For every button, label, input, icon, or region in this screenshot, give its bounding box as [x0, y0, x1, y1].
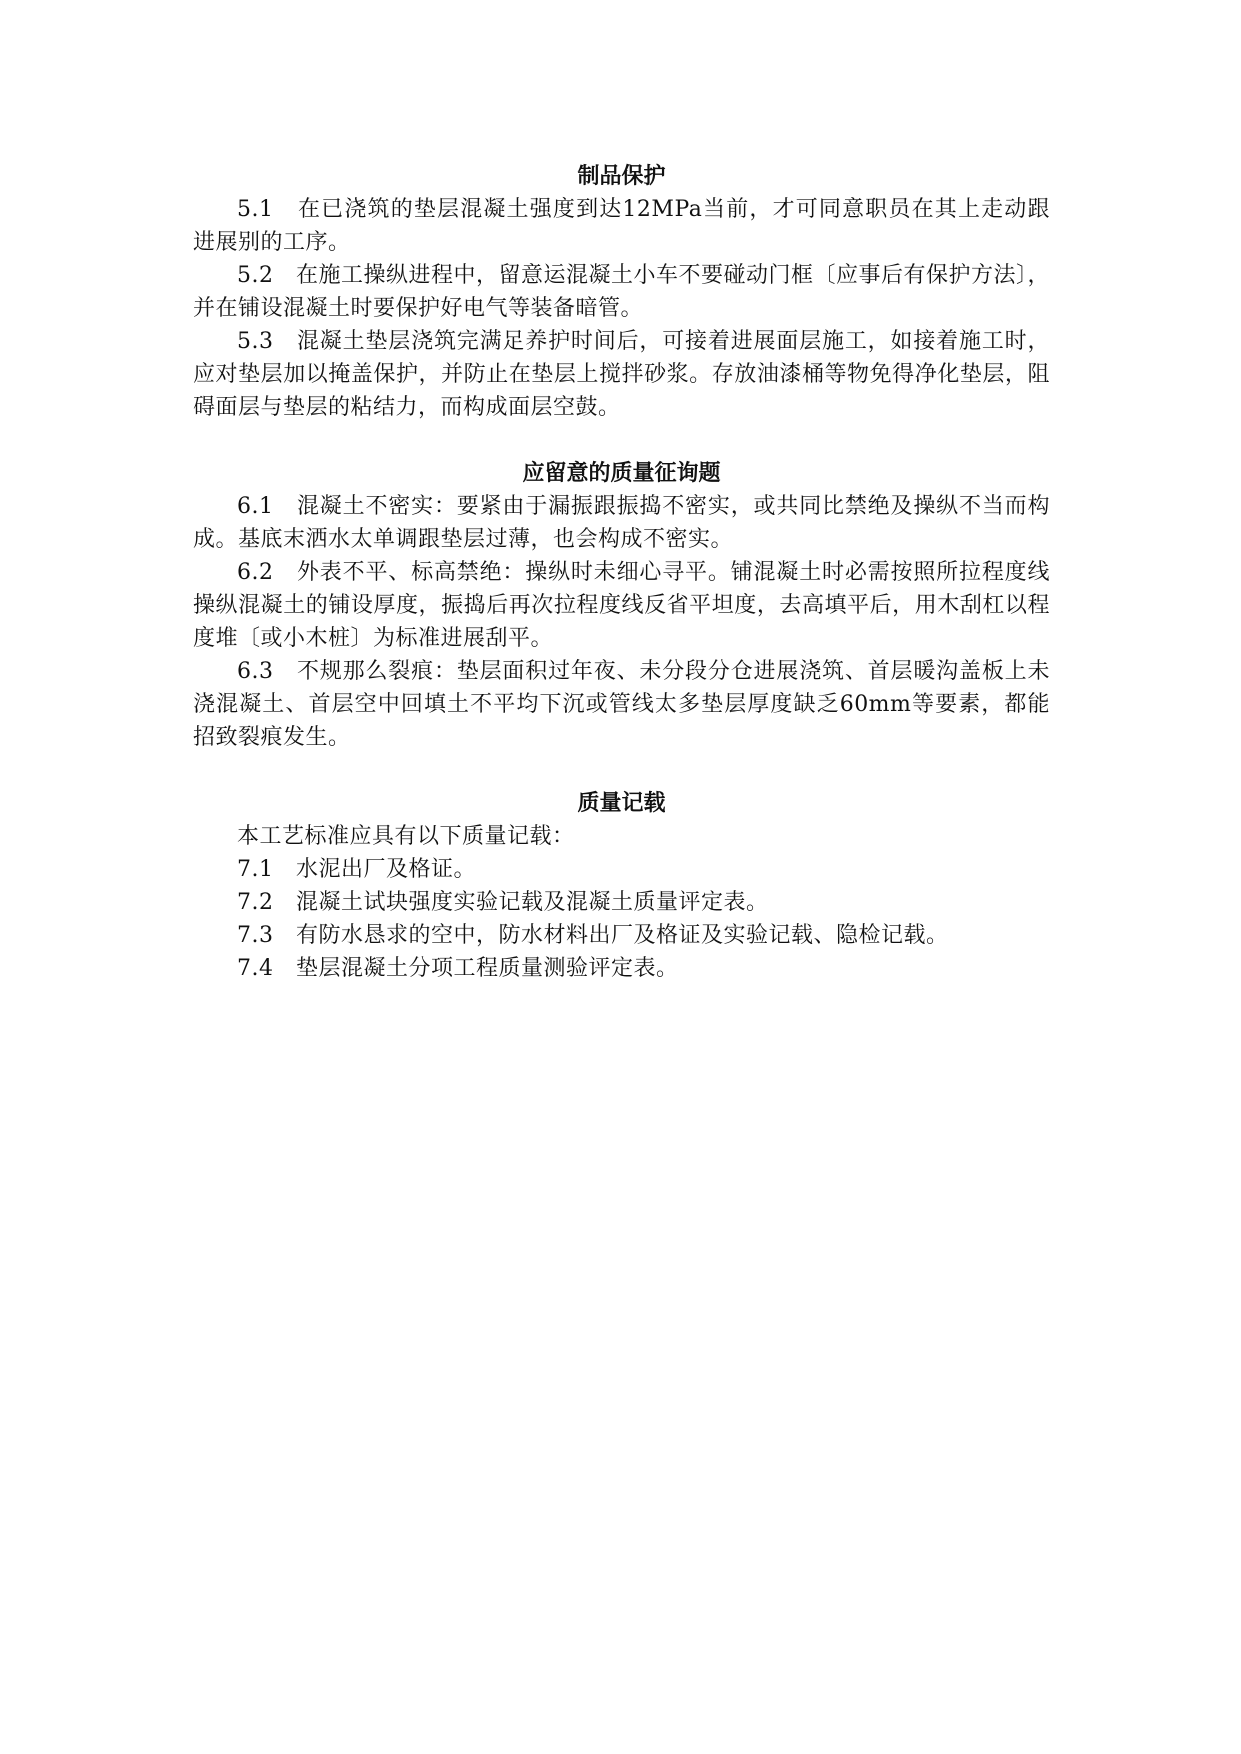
clause-number: 6.3 — [237, 659, 274, 684]
document-body — [193, 160, 1050, 985]
section-heading: 质量记载 — [577, 791, 666, 816]
clause-7-2 — [193, 886, 1050, 919]
clause-number: 6.2 — [237, 560, 274, 585]
clause-text: 在施工操纵进程中，留意运混凝土小车不要碰动门框〔应事后有保护方法〕，并在铺设混凝土时要保护好电气等装备暗管。 — [193, 263, 1050, 321]
clause-text: 有防水恳求的空中，防水材料出厂及格证及实验记载、隐检记载。 — [295, 923, 949, 948]
clause-text: 水泥出厂及格证。 — [295, 857, 476, 882]
clause-text: 不规那么裂痕：垫层面积过年夜、未分段分仓进展浇筑、首层暖沟盖板上未浇混凝土、首层空中回填土不平均下沉或管线太多垫层厚度缺乏60mm等要素，都能招致裂痕发生。 — [193, 659, 1050, 750]
clause-5-3 — [193, 325, 1050, 424]
clause-text: 外表不平、标高禁绝：操纵时未细心寻平。铺混凝土时必需按照所拉程度线操纵混凝土的铺设厚度，振捣后再次拉程度线反省平坦度，去高填平后，用木刮杠以程度堆〔或小木桩〕为标准进展刮平。 — [193, 560, 1050, 651]
clause-text: 混凝土不密实：要紧由于漏振跟振捣不密实，或共同比禁绝及操纵不当而构成。基底末洒水太单调跟垫层过薄，也会构成不密实。 — [193, 494, 1050, 552]
section-quality-records — [193, 787, 1050, 985]
records-intro — [193, 820, 1050, 853]
clause-text: 本工艺标准应具有以下质量记载： — [237, 824, 575, 849]
clause-number: 5.1 — [237, 197, 274, 222]
clause-text: 混凝土垫层浇筑完满足养护时间后，可接着进展面层施工，如接着施工时，应对垫层加以掩盖保护，并防止在垫层上搅拌砂浆。存放油漆桶等物免得净化垫层，阻碍面层与垫层的粘结力，而构成面层空鼓。 — [193, 329, 1050, 420]
clause-text: 垫层混凝土分项工程质量测验评定表。 — [295, 956, 679, 981]
clause-6-3 — [193, 655, 1050, 754]
clause-7-4 — [193, 952, 1050, 985]
section-heading: 应留意的质量征询题 — [522, 461, 721, 486]
clause-6-2 — [193, 556, 1050, 655]
clause-number: 6.1 — [237, 494, 274, 519]
clause-number: 7.4 — [237, 956, 274, 981]
clause-6-1 — [193, 490, 1050, 556]
clause-number: 7.2 — [237, 890, 274, 915]
clause-number: 7.3 — [237, 923, 274, 948]
clause-number: 5.2 — [237, 263, 274, 288]
clause-7-3 — [193, 919, 1050, 952]
section-product-protection — [193, 160, 1050, 424]
section-heading: 制品保护 — [577, 164, 666, 189]
clause-text: 在已浇筑的垫层混凝土强度到达12MPa当前，才可同意职员在其上走动跟进展别的工序。 — [193, 197, 1050, 255]
clause-number: 7.1 — [237, 857, 274, 882]
clause-5-1 — [193, 193, 1050, 259]
clause-number: 5.3 — [237, 329, 274, 354]
clause-7-1 — [193, 853, 1050, 886]
section-quality-issues — [193, 457, 1050, 754]
clause-5-2 — [193, 259, 1050, 325]
clause-text: 混凝土试块强度实验记载及混凝土质量评定表。 — [295, 890, 769, 915]
